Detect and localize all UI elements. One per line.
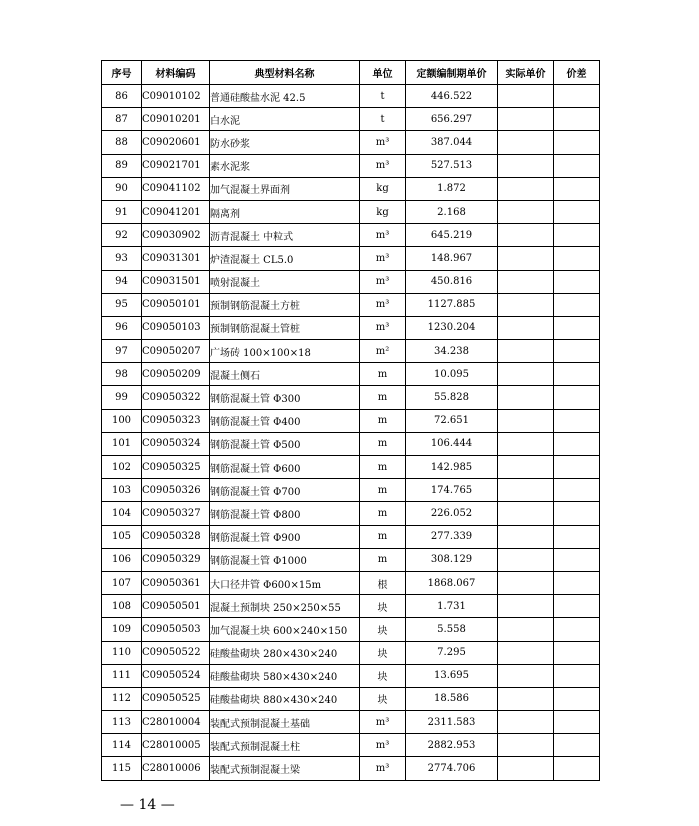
- table-row: [102, 502, 600, 525]
- cell-difference: [554, 293, 600, 316]
- cell-no: 97: [102, 340, 142, 363]
- header-row: [102, 61, 600, 85]
- cell-name: 防水砂浆: [210, 131, 360, 154]
- cell-actual-price: [498, 641, 554, 664]
- cell-unit: kg: [360, 200, 406, 223]
- cell-quota-price: 527.513: [406, 154, 498, 177]
- cell-unit: m: [360, 502, 406, 525]
- cell-name: 硅酸盐砌块 280×430×240: [210, 641, 360, 664]
- cell-quota-price: 13.695: [406, 664, 498, 687]
- material-price-table: [101, 60, 600, 781]
- cell-code: C09050103: [142, 316, 210, 339]
- cell-actual-price: [498, 340, 554, 363]
- table-row: [102, 293, 600, 316]
- cell-no: 90: [102, 177, 142, 200]
- cell-no: 112: [102, 687, 142, 710]
- cell-name: 隔离剂: [210, 200, 360, 223]
- cell-actual-price: [498, 386, 554, 409]
- cell-unit: m: [360, 386, 406, 409]
- col-header-difference: 价差: [554, 61, 600, 85]
- cell-difference: [554, 502, 600, 525]
- cell-no: 88: [102, 131, 142, 154]
- cell-no: 110: [102, 641, 142, 664]
- cell-no: 91: [102, 200, 142, 223]
- table-row: [102, 108, 600, 131]
- table-row: [102, 641, 600, 664]
- cell-code: C09030902: [142, 224, 210, 247]
- cell-difference: [554, 224, 600, 247]
- cell-code: C09050525: [142, 687, 210, 710]
- cell-difference: [554, 711, 600, 734]
- cell-quota-price: 645.219: [406, 224, 498, 247]
- cell-actual-price: [498, 456, 554, 479]
- cell-code: C09050522: [142, 641, 210, 664]
- cell-quota-price: 1230.204: [406, 316, 498, 339]
- cell-name: 钢筋混凝土管 Φ400: [210, 409, 360, 432]
- cell-actual-price: [498, 618, 554, 641]
- cell-no: 105: [102, 525, 142, 548]
- cell-no: 111: [102, 664, 142, 687]
- cell-code: C09050501: [142, 595, 210, 618]
- cell-quota-price: 148.967: [406, 247, 498, 270]
- cell-name: 钢筋混凝土管 Φ1000: [210, 548, 360, 571]
- cell-no: 106: [102, 548, 142, 571]
- table-row: [102, 224, 600, 247]
- cell-difference: [554, 479, 600, 502]
- table-row: [102, 386, 600, 409]
- cell-unit: m: [360, 409, 406, 432]
- col-header-actual-price: 实际单价: [498, 61, 554, 85]
- cell-difference: [554, 316, 600, 339]
- cell-actual-price: [498, 664, 554, 687]
- cell-unit: m³: [360, 131, 406, 154]
- cell-no: 102: [102, 456, 142, 479]
- cell-quota-price: 656.297: [406, 108, 498, 131]
- cell-code: C28010005: [142, 734, 210, 757]
- cell-code: C09041201: [142, 200, 210, 223]
- cell-difference: [554, 525, 600, 548]
- cell-name: 装配式预制混凝土基础: [210, 711, 360, 734]
- cell-code: C09020601: [142, 131, 210, 154]
- cell-actual-price: [498, 432, 554, 455]
- cell-actual-price: [498, 502, 554, 525]
- cell-code: C09050325: [142, 456, 210, 479]
- table-row: [102, 200, 600, 223]
- cell-code: C09031501: [142, 270, 210, 293]
- cell-unit: kg: [360, 177, 406, 200]
- cell-quota-price: 2882.953: [406, 734, 498, 757]
- cell-code: C09050326: [142, 479, 210, 502]
- cell-difference: [554, 108, 600, 131]
- cell-difference: [554, 734, 600, 757]
- cell-unit: m: [360, 548, 406, 571]
- cell-no: 93: [102, 247, 142, 270]
- cell-difference: [554, 270, 600, 293]
- cell-code: C09021701: [142, 154, 210, 177]
- cell-unit: m: [360, 479, 406, 502]
- cell-unit: m³: [360, 270, 406, 293]
- cell-difference: [554, 409, 600, 432]
- cell-code: C09010201: [142, 108, 210, 131]
- cell-actual-price: [498, 224, 554, 247]
- table-row: [102, 595, 600, 618]
- cell-name: 大口径井管 Φ600×15m: [210, 571, 360, 594]
- cell-unit: 块: [360, 595, 406, 618]
- cell-actual-price: [498, 154, 554, 177]
- table-row: [102, 456, 600, 479]
- table-row: [102, 525, 600, 548]
- cell-name: 装配式预制混凝土梁: [210, 757, 360, 780]
- cell-unit: m³: [360, 247, 406, 270]
- cell-name: 预制钢筋混凝土方桩: [210, 293, 360, 316]
- cell-name: 钢筋混凝土管 Φ300: [210, 386, 360, 409]
- cell-difference: [554, 85, 600, 108]
- cell-no: 95: [102, 293, 142, 316]
- cell-actual-price: [498, 734, 554, 757]
- cell-no: 89: [102, 154, 142, 177]
- cell-unit: m: [360, 363, 406, 386]
- cell-unit: m³: [360, 154, 406, 177]
- cell-difference: [554, 154, 600, 177]
- cell-name: 钢筋混凝土管 Φ700: [210, 479, 360, 502]
- cell-code: C09050322: [142, 386, 210, 409]
- cell-no: 109: [102, 618, 142, 641]
- cell-quota-price: 1127.885: [406, 293, 498, 316]
- cell-name: 装配式预制混凝土柱: [210, 734, 360, 757]
- cell-difference: [554, 340, 600, 363]
- cell-difference: [554, 687, 600, 710]
- cell-code: C09050101: [142, 293, 210, 316]
- cell-code: C09050324: [142, 432, 210, 455]
- col-header-quota-price: 定额编制期单价: [406, 61, 498, 85]
- cell-difference: [554, 595, 600, 618]
- cell-name: 预制钢筋混凝土管桩: [210, 316, 360, 339]
- cell-quota-price: 5.558: [406, 618, 498, 641]
- table-header: [102, 61, 600, 85]
- cell-name: 广场砖 100×100×18: [210, 340, 360, 363]
- cell-code: C09050209: [142, 363, 210, 386]
- cell-actual-price: [498, 247, 554, 270]
- cell-name: 钢筋混凝土管 Φ900: [210, 525, 360, 548]
- cell-code: C09050327: [142, 502, 210, 525]
- cell-unit: t: [360, 108, 406, 131]
- cell-unit: 块: [360, 618, 406, 641]
- cell-quota-price: 72.651: [406, 409, 498, 432]
- cell-difference: [554, 363, 600, 386]
- cell-unit: m³: [360, 734, 406, 757]
- cell-name: 钢筋混凝土管 Φ800: [210, 502, 360, 525]
- cell-code: C09050361: [142, 571, 210, 594]
- cell-code: C09041102: [142, 177, 210, 200]
- cell-quota-price: 1868.067: [406, 571, 498, 594]
- cell-quota-price: 2774.706: [406, 757, 498, 780]
- cell-unit: 块: [360, 687, 406, 710]
- cell-name: 混凝土预制块 250×250×55: [210, 595, 360, 618]
- cell-actual-price: [498, 363, 554, 386]
- cell-quota-price: 34.238: [406, 340, 498, 363]
- cell-no: 86: [102, 85, 142, 108]
- table-row: [102, 734, 600, 757]
- cell-no: 113: [102, 711, 142, 734]
- cell-quota-price: 1.872: [406, 177, 498, 200]
- cell-no: 104: [102, 502, 142, 525]
- cell-code: C09031301: [142, 247, 210, 270]
- cell-quota-price: 1.731: [406, 595, 498, 618]
- cell-quota-price: 450.816: [406, 270, 498, 293]
- cell-no: 108: [102, 595, 142, 618]
- cell-name: 沥青混凝土 中粒式: [210, 224, 360, 247]
- cell-difference: [554, 641, 600, 664]
- cell-no: 98: [102, 363, 142, 386]
- cell-name: 炉渣混凝土 CL5.0: [210, 247, 360, 270]
- table-row: [102, 409, 600, 432]
- cell-quota-price: 2311.583: [406, 711, 498, 734]
- cell-code: C09050323: [142, 409, 210, 432]
- cell-difference: [554, 548, 600, 571]
- cell-name: 素水泥浆: [210, 154, 360, 177]
- cell-unit: m³: [360, 711, 406, 734]
- cell-name: 硅酸盐砌块 580×430×240: [210, 664, 360, 687]
- table-body: [102, 85, 600, 781]
- cell-actual-price: [498, 687, 554, 710]
- cell-no: 100: [102, 409, 142, 432]
- cell-code: C09050524: [142, 664, 210, 687]
- cell-unit: 块: [360, 664, 406, 687]
- cell-quota-price: 55.828: [406, 386, 498, 409]
- cell-unit: m³: [360, 757, 406, 780]
- cell-actual-price: [498, 525, 554, 548]
- cell-actual-price: [498, 479, 554, 502]
- cell-difference: [554, 200, 600, 223]
- cell-actual-price: [498, 571, 554, 594]
- table-row: [102, 757, 600, 780]
- cell-name: 钢筋混凝土管 Φ600: [210, 456, 360, 479]
- table-row: [102, 618, 600, 641]
- table-row: [102, 664, 600, 687]
- cell-unit: m: [360, 456, 406, 479]
- cell-no: 115: [102, 757, 142, 780]
- cell-actual-price: [498, 270, 554, 293]
- cell-unit: m³: [360, 293, 406, 316]
- table-row: [102, 316, 600, 339]
- cell-difference: [554, 571, 600, 594]
- cell-name: 普通硅酸盐水泥 42.5: [210, 85, 360, 108]
- cell-no: 103: [102, 479, 142, 502]
- cell-quota-price: 446.522: [406, 85, 498, 108]
- cell-name: 硅酸盐砌块 880×430×240: [210, 687, 360, 710]
- cell-difference: [554, 432, 600, 455]
- cell-code: C09050207: [142, 340, 210, 363]
- cell-actual-price: [498, 316, 554, 339]
- col-header-unit: 单位: [360, 61, 406, 85]
- cell-quota-price: 387.044: [406, 131, 498, 154]
- cell-name: 混凝土侧石: [210, 363, 360, 386]
- cell-actual-price: [498, 200, 554, 223]
- cell-difference: [554, 618, 600, 641]
- cell-quota-price: 106.444: [406, 432, 498, 455]
- cell-no: 94: [102, 270, 142, 293]
- table-row: [102, 177, 600, 200]
- cell-quota-price: 174.765: [406, 479, 498, 502]
- cell-name: 加气混凝土块 600×240×150: [210, 618, 360, 641]
- table-row: [102, 548, 600, 571]
- cell-actual-price: [498, 293, 554, 316]
- cell-unit: m: [360, 525, 406, 548]
- cell-code: C28010006: [142, 757, 210, 780]
- col-header-name: 典型材料名称: [210, 61, 360, 85]
- cell-difference: [554, 386, 600, 409]
- cell-no: 87: [102, 108, 142, 131]
- cell-unit: m: [360, 432, 406, 455]
- col-header-code: 材料编码: [142, 61, 210, 85]
- cell-unit: m³: [360, 316, 406, 339]
- cell-no: 114: [102, 734, 142, 757]
- cell-difference: [554, 456, 600, 479]
- cell-name: 加气混凝土界面剂: [210, 177, 360, 200]
- table-row: [102, 340, 600, 363]
- cell-difference: [554, 664, 600, 687]
- cell-actual-price: [498, 131, 554, 154]
- cell-unit: 块: [360, 641, 406, 664]
- cell-unit: 根: [360, 571, 406, 594]
- page-number: — 14 —: [120, 797, 175, 813]
- col-header-no: 序号: [102, 61, 142, 85]
- table-row: [102, 687, 600, 710]
- table-row: [102, 85, 600, 108]
- cell-no: 107: [102, 571, 142, 594]
- cell-unit: m³: [360, 224, 406, 247]
- cell-actual-price: [498, 409, 554, 432]
- table-row: [102, 154, 600, 177]
- cell-quota-price: 18.586: [406, 687, 498, 710]
- cell-actual-price: [498, 711, 554, 734]
- cell-actual-price: [498, 548, 554, 571]
- cell-difference: [554, 247, 600, 270]
- table-row: [102, 479, 600, 502]
- cell-code: C09010102: [142, 85, 210, 108]
- cell-no: 99: [102, 386, 142, 409]
- cell-unit: t: [360, 85, 406, 108]
- table-row: [102, 432, 600, 455]
- cell-quota-price: 10.095: [406, 363, 498, 386]
- cell-code: C28010004: [142, 711, 210, 734]
- cell-actual-price: [498, 757, 554, 780]
- cell-code: C09050503: [142, 618, 210, 641]
- cell-quota-price: 7.295: [406, 641, 498, 664]
- cell-difference: [554, 177, 600, 200]
- cell-actual-price: [498, 595, 554, 618]
- cell-no: 92: [102, 224, 142, 247]
- cell-name: 喷射混凝土: [210, 270, 360, 293]
- cell-quota-price: 308.129: [406, 548, 498, 571]
- cell-difference: [554, 131, 600, 154]
- cell-actual-price: [498, 85, 554, 108]
- cell-code: C09050329: [142, 548, 210, 571]
- cell-actual-price: [498, 108, 554, 131]
- table-row: [102, 131, 600, 154]
- cell-no: 101: [102, 432, 142, 455]
- table-row: [102, 711, 600, 734]
- cell-quota-price: 2.168: [406, 200, 498, 223]
- cell-quota-price: 142.985: [406, 456, 498, 479]
- cell-name: 钢筋混凝土管 Φ500: [210, 432, 360, 455]
- table-row: [102, 247, 600, 270]
- cell-no: 96: [102, 316, 142, 339]
- cell-code: C09050328: [142, 525, 210, 548]
- table-row: [102, 571, 600, 594]
- table-row: [102, 270, 600, 293]
- cell-actual-price: [498, 177, 554, 200]
- cell-name: 白水泥: [210, 108, 360, 131]
- cell-quota-price: 277.339: [406, 525, 498, 548]
- cell-unit: m²: [360, 340, 406, 363]
- cell-difference: [554, 757, 600, 780]
- cell-quota-price: 226.052: [406, 502, 498, 525]
- table-row: [102, 363, 600, 386]
